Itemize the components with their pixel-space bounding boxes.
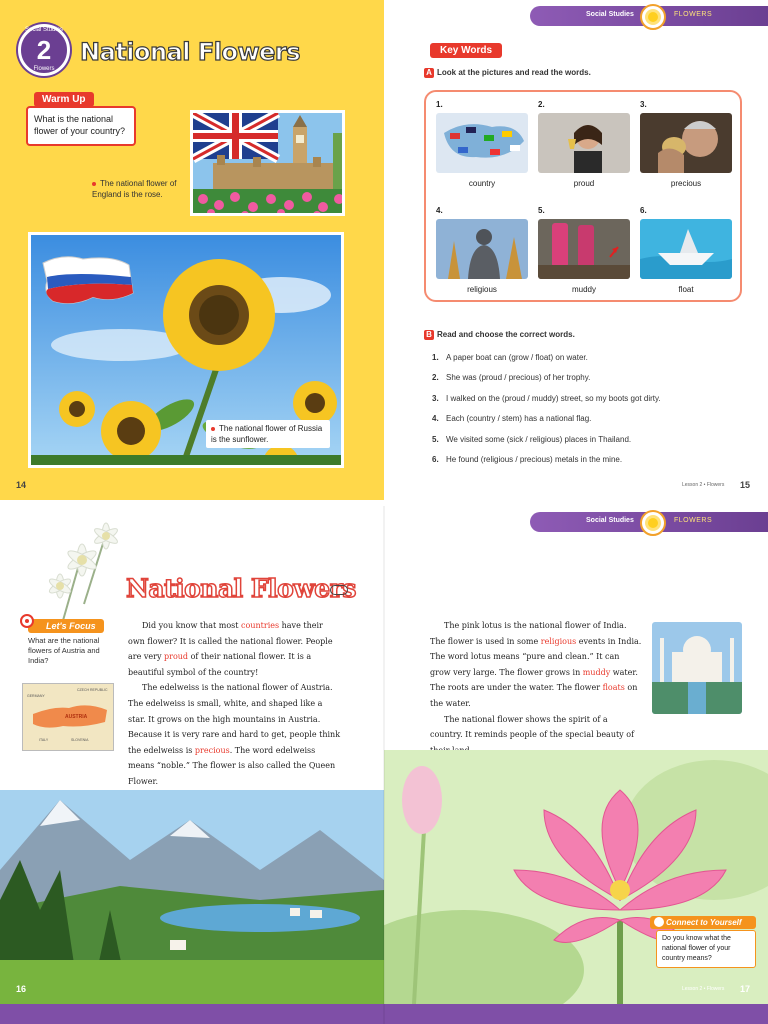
flower-icon	[640, 510, 666, 536]
key-word-float	[640, 206, 732, 294]
world-flags-map-image	[436, 113, 528, 173]
exercise-item	[432, 348, 742, 368]
vocab-word: proud	[164, 652, 189, 662]
edelweiss-image	[22, 514, 132, 624]
page-gutter	[383, 506, 385, 1024]
key-words-box	[424, 90, 742, 302]
flower-icon	[640, 4, 666, 30]
lightbulb-icon	[654, 917, 664, 927]
exercise-number: 2.	[432, 373, 439, 383]
key-word-number: 5.	[538, 206, 545, 215]
map-label-czech: CZECH REPUBLIC	[77, 688, 108, 692]
key-word-label: muddy	[571, 285, 596, 294]
england-caption-text: The national flower of England is the rose.	[92, 179, 177, 199]
warm-up-question: What is the national flower of your country?	[26, 106, 136, 146]
key-word-label: country	[468, 179, 496, 188]
map-label-slovenia: SLOVENIA	[71, 738, 89, 742]
key-word-proud	[538, 100, 630, 188]
key-word-number: 3.	[640, 100, 647, 109]
key-word-label: proud	[573, 179, 595, 188]
england-caption	[92, 178, 188, 200]
section-b-text: Read and choose the correct words.	[437, 330, 575, 339]
section-a-instruction	[424, 68, 591, 78]
badge-ring-bottom: Flowers	[33, 66, 55, 72]
man-gold-nugget-image	[640, 113, 732, 173]
page-number-17: 17	[740, 984, 751, 994]
exercise-item	[432, 430, 742, 450]
vocab-word: muddy	[582, 667, 611, 677]
exercise-number: 3.	[432, 393, 439, 403]
story-title: National Flowers	[126, 574, 356, 603]
key-word-religious	[436, 206, 528, 294]
lets-focus-tag: Let's Focus	[28, 619, 104, 633]
alps-landscape-photo	[0, 790, 384, 1004]
warm-up-tag: Warm Up	[34, 92, 94, 107]
exercise-text: We visited some (sick / religious) places in Thailand.	[446, 434, 632, 444]
map-label-italy: ITALY	[39, 738, 49, 742]
exercise-item	[432, 389, 742, 409]
key-words-tag: Key Words	[430, 43, 502, 58]
connect-tag: Connect to Yourself	[650, 916, 756, 929]
bullet-dot-icon	[211, 427, 215, 431]
lesson-number: 2	[36, 35, 52, 65]
proud-girl-trophy-image	[538, 113, 630, 173]
story-left-column	[128, 618, 342, 790]
vocab-word: countries	[241, 621, 280, 630]
lesson-badge	[18, 24, 70, 76]
key-word-number: 4.	[436, 206, 443, 215]
vocab-word: religious	[540, 636, 577, 646]
exercise-text: He found (religious / precious) metals in the mine.	[446, 455, 623, 465]
key-word-label: float	[678, 285, 694, 294]
paper-boat-image	[640, 219, 732, 279]
bullet-dot-icon	[92, 182, 96, 186]
paragraph: The edelweiss is the national flower of Austria. The edelweiss is small, white, and shaped like a star. It grows on the high mountains in Austria. Because it is very rare and hard to get, people think the edelweiss is precious. The word edelweiss means “noble.” The flower is also called the Queen Flower.	[128, 683, 341, 786]
exercise-number: 5.	[432, 434, 439, 444]
story-right-column	[430, 618, 642, 758]
section-b-letter: B	[424, 330, 434, 340]
austria-map	[22, 683, 114, 751]
header-subject: Social Studies	[586, 517, 634, 524]
exercise-item	[432, 409, 742, 429]
paragraph: The national flower shows the spirit of a country. It reminds people of the special beauty of	[430, 714, 635, 740]
key-word-precious	[640, 100, 732, 188]
connect-question: Do you know what the national flower of your country means?	[656, 930, 756, 968]
exercise-number: 4.	[432, 414, 439, 424]
footer-lesson: Lesson 2 • Flowers	[682, 482, 725, 488]
exercise-item	[432, 368, 742, 388]
audio-icon[interactable]	[330, 585, 348, 595]
key-word-country	[436, 100, 528, 188]
page-number-16: 16	[16, 984, 27, 994]
badge-ring-top: Social Studies	[24, 27, 64, 33]
key-word-number: 2.	[538, 100, 545, 109]
header-topic: FLOWERS	[674, 11, 713, 18]
england-photo	[190, 110, 345, 216]
exercise-number: 1.	[432, 353, 439, 362]
section-a-letter: A	[424, 68, 434, 78]
page-title: National Flowers	[80, 38, 301, 66]
lets-focus-question: What are the national flowers of Austria and India?	[28, 636, 100, 665]
key-word-number: 6.	[640, 206, 647, 215]
footer-lesson: Lesson 2 • Flowers	[682, 986, 725, 992]
key-word-number: 1.	[436, 100, 443, 109]
header-subject: Social Studies	[586, 11, 634, 18]
vocab-word: floats	[602, 683, 625, 693]
paragraph: The pink lotus is the national flower of India. The flower is used in some religious events in India. The word lotus means “pure and clean.” It can grow very large. The flower grows in muddy water. The roots are under the water. The flower floats on the water.	[430, 621, 642, 708]
exercise-item	[432, 450, 742, 470]
target-icon	[20, 614, 34, 628]
exercise-list	[432, 348, 742, 470]
section-a-text: Look at the pictures and read the words.	[437, 68, 591, 77]
russia-caption	[206, 420, 330, 448]
map-label-austria: AUSTRIA	[65, 714, 88, 720]
buddha-statue-image	[436, 219, 528, 279]
paragraph: Did you know that most countries have their own flower? It is called the national flower. People are very proud of their national flower. It is a beautiful symbol of the country!	[128, 621, 333, 677]
page-number-15: 15	[740, 480, 751, 490]
header-topic: FLOWERS	[674, 517, 713, 524]
page-number-14: 14	[16, 480, 27, 490]
vocab-word: precious	[194, 745, 230, 755]
taj-mahal-photo	[652, 622, 742, 714]
key-word-label: precious	[670, 179, 702, 188]
section-b-instruction	[424, 330, 575, 340]
exercise-number: 6.	[432, 455, 439, 465]
key-word-muddy	[538, 206, 630, 294]
russia-caption-text: The national flower of Russia is the sunflower.	[211, 424, 323, 444]
exercise-text: She was (proud / precious) of her trophy.	[446, 373, 591, 383]
map-label-germany: GERMANY	[27, 694, 45, 698]
key-word-label: religious	[467, 285, 497, 294]
exercise-text: A paper boat can (grow / float) on water.	[446, 353, 588, 362]
exercise-text: I walked on the (proud / muddy) street, so my boots got dirty.	[446, 393, 661, 403]
muddy-boots-image	[538, 219, 630, 279]
exercise-text: Each (country / stem) has a national flag.	[446, 414, 592, 424]
